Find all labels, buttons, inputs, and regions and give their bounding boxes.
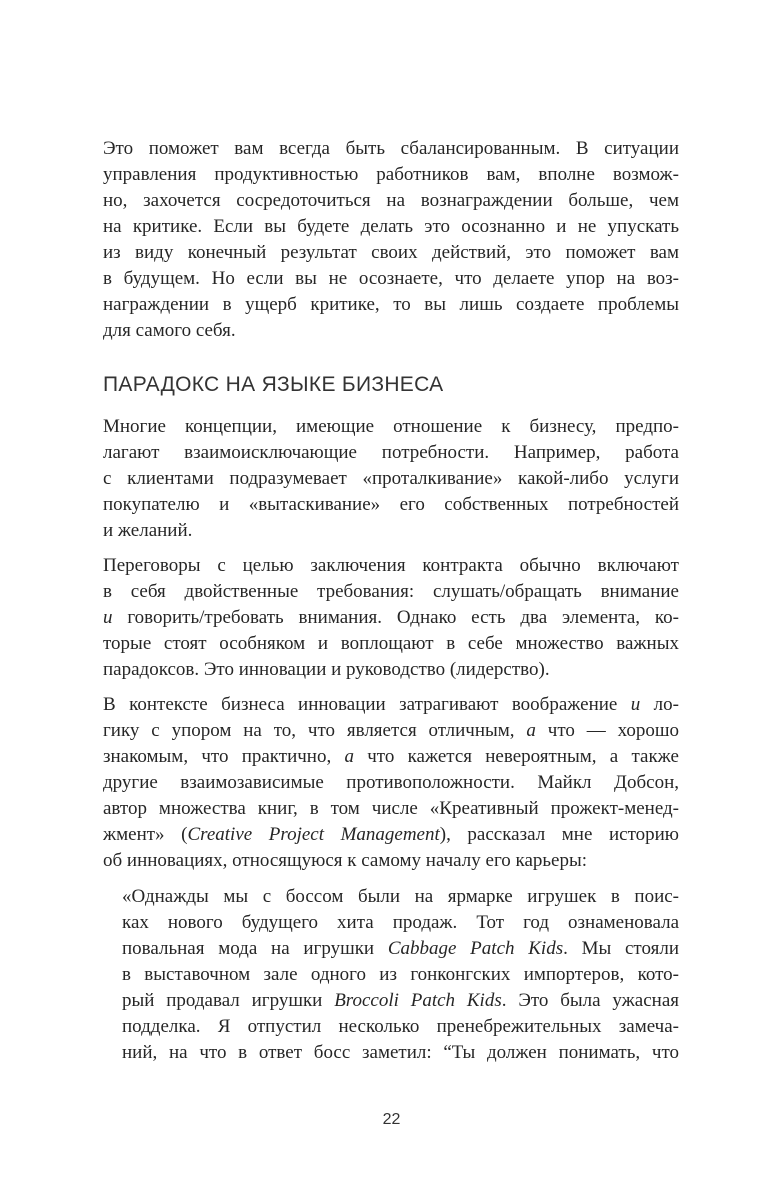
text-span: повальная мода на игрушки	[122, 938, 388, 959]
text-line	[103, 605, 679, 631]
text-line	[103, 240, 679, 266]
text-line	[122, 910, 679, 936]
text-line	[103, 466, 679, 492]
text-span: рый продавал игрушки	[122, 990, 335, 1011]
text-line	[122, 962, 679, 988]
text-span: на критике. Если вы будете делать это осознанно и не упускать	[103, 216, 679, 237]
text-line	[103, 796, 679, 822]
text-span: В контексте бизнеса инновации затрагивают воображение	[103, 694, 631, 715]
block-quote	[122, 884, 679, 1066]
text-line	[103, 848, 679, 874]
text-line	[103, 718, 679, 744]
text-span: говорить/требовать внимания. Однако есть два элемента, ко-	[112, 607, 679, 628]
text-line	[103, 266, 679, 292]
text-span: для самого себя.	[103, 320, 236, 341]
text-span: что — хорошо	[535, 720, 680, 741]
text-span: другие взаимозависимые противоположности. Майкл Добсон,	[103, 772, 679, 793]
text-span: Переговоры с целью заключения контракта обычно включают	[103, 555, 679, 576]
text-line	[103, 292, 679, 318]
text-span: ), рассказал мне историю	[439, 824, 679, 845]
text-span: «Однажды мы с боссом были на ярмарке игрушек в поис-	[122, 886, 679, 907]
italic-text: Cabbage Patch Kids	[387, 938, 564, 959]
section-heading: ПАРАДОКС НА ЯЗЫКЕ БИЗНЕСА	[103, 373, 444, 396]
text-span: но, захочется сосредоточиться на вознаграждении больше, чем	[103, 190, 679, 211]
italic-text: Creative Project Management	[187, 824, 440, 845]
text-span: и желаний.	[103, 520, 193, 541]
text-span: в будущем. Но если вы не осознаете, что делаете упор на воз-	[103, 268, 679, 289]
text-span: в выставочном зале одного из гонконгских импортеров, кото-	[122, 964, 679, 985]
text-span: из виду конечный результат своих действий, это поможет вам	[103, 242, 679, 263]
text-span: Это поможет вам всегда быть сбалансированным. В ситуации	[103, 138, 679, 159]
text-span: Многие концепции, имеющие отношение к бизнесу, предпо-	[103, 416, 679, 437]
italic-text: а	[526, 720, 536, 741]
text-line	[103, 744, 679, 770]
text-line	[122, 1014, 679, 1040]
text-span: в себя двойственные требования: слушать/обращать внимание	[103, 581, 679, 602]
paragraph	[103, 136, 679, 344]
text-span: знакомым, что практично,	[103, 746, 345, 767]
text-span: . Мы стояли	[563, 938, 679, 959]
text-line	[103, 692, 679, 718]
text-line	[103, 579, 679, 605]
text-line	[122, 988, 679, 1014]
text-span: что кажется невероятным, а также	[353, 746, 679, 767]
text-span: торые стоят особняком и воплощают в себе множество важных	[103, 633, 679, 654]
page-body	[103, 136, 679, 1075]
text-span: покупателю и «вытаскивание» его собственных потребностей	[103, 494, 679, 515]
text-span: гику с упором на то, что является отличным,	[103, 720, 527, 741]
text-line	[103, 770, 679, 796]
page-number: 22	[382, 1111, 401, 1128]
text-span: парадоксов. Это инновации и руководство (лидерство).	[103, 659, 550, 680]
text-line	[103, 318, 679, 344]
text-line	[103, 822, 679, 848]
text-span: с клиентами подразумевает «проталкивание» какой-либо услуги	[103, 468, 679, 489]
paragraph	[103, 553, 679, 683]
text-span: ний, на что в ответ босс заметил: “Ты должен понимать, что	[122, 1042, 679, 1063]
text-line	[103, 188, 679, 214]
text-line	[103, 162, 679, 188]
text-line	[103, 214, 679, 240]
text-line	[103, 414, 679, 440]
text-line	[122, 1040, 679, 1066]
text-line	[103, 553, 679, 579]
text-span: . Это была ужасная	[501, 990, 679, 1011]
text-line	[103, 657, 679, 683]
italic-text: и	[630, 694, 641, 715]
text-line	[103, 492, 679, 518]
text-line	[103, 136, 679, 162]
text-line	[103, 518, 679, 544]
text-span: ках нового будущего хита продаж. Тот год ознаменовала	[122, 912, 679, 933]
text-span: жмент» (	[103, 824, 188, 845]
italic-text: Broccoli Patch Kids	[334, 990, 502, 1011]
italic-text: и	[103, 607, 113, 628]
text-span: управления продуктивностью работников вам, вполне возмож-	[103, 164, 679, 185]
paragraph	[103, 414, 679, 544]
text-line	[103, 440, 679, 466]
text-span: подделка. Я отпустил несколько пренебрежительных замеча-	[122, 1016, 679, 1037]
text-span: ло-	[640, 694, 679, 715]
text-line	[122, 936, 679, 962]
text-line	[103, 631, 679, 657]
text-span: награждении в ущерб критике, то вы лишь создаете проблемы	[103, 294, 679, 315]
paragraph	[103, 692, 679, 874]
text-line	[122, 884, 679, 910]
text-span: лагают взаимоисключающие потребности. Например, работа	[103, 442, 679, 463]
text-span: об инновациях, относящуюся к самому началу его карьеры:	[103, 850, 588, 871]
text-span: автор множества книг, в том числе «Креативный прожект-менед-	[103, 798, 679, 819]
italic-text: а	[344, 746, 354, 767]
